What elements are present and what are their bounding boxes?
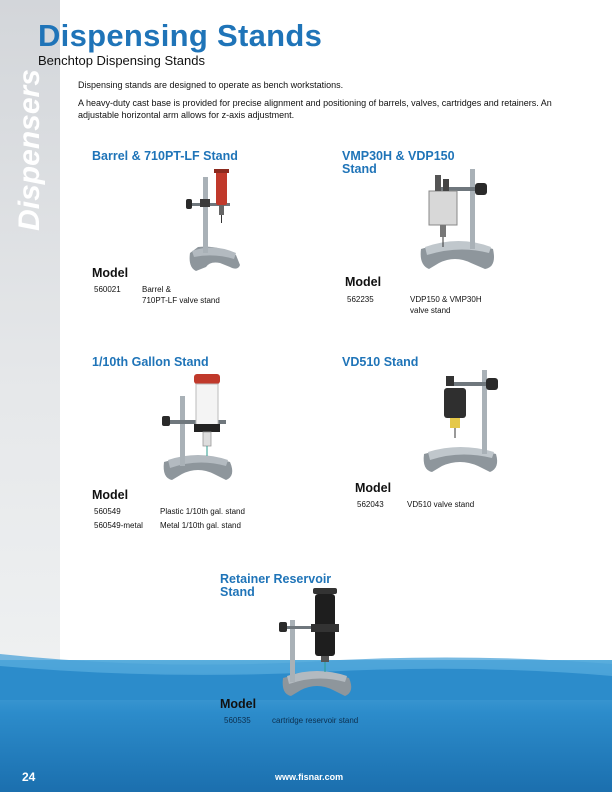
page-subtitle: Benchtop Dispensing Stands [38,53,205,68]
sidebar-label: Dispensers [13,69,46,231]
model-heading-vmp30h-stand: Model [345,275,382,289]
model-number: 562043 [357,500,384,509]
model-description: VD510 valve stand [407,500,475,509]
gallon-stand-image [158,372,238,484]
intro-text [78,79,558,127]
section-title-vd510-stand: VD510 Stand [342,355,419,369]
barrel-stand-image [178,167,248,275]
intro-paragraph-1: Dispensing stands are designed to operate as bench workstations. [78,80,344,90]
sidebar-band [0,0,60,660]
model-heading-barrel-stand: Model [92,266,129,280]
model-description: 710PT-LF valve stand [142,296,220,305]
model-description: cartridge reservoir stand [272,716,359,725]
model-description: Metal 1/10th gal. stand [160,521,241,530]
website-url[interactable]: www.fisnar.com [275,772,344,782]
page-title: Dispensing Stands [38,18,323,53]
section-title-barrel-stand: Barrel & 710PT-LF Stand [92,149,238,163]
model-number: 560535 [224,716,251,725]
section-title-line-2: Stand [220,585,255,599]
model-description: VDP150 & VMP30H [410,295,482,304]
model-number: 560549-metal [94,521,143,530]
vd510-stand-image [420,368,502,478]
section-title-line-2: Stand [342,162,377,176]
model-heading-vd510-stand: Model [355,481,392,495]
section-title-line-1: Retainer Reservoir [220,572,332,586]
model-description: Plastic 1/10th gal. stand [160,507,245,516]
section-title-line-1: VMP30H & VDP150 [342,149,455,163]
model-description: valve stand [410,306,451,315]
model-number: 560549 [94,507,121,516]
model-heading-gallon-stand: Model [92,488,129,502]
intro-paragraph-2: A heavy-duty cast base is provided for precise alignment and positioning of barrels, valves, cartridges and retainers. An adjustable horizontal arm allows for z-axis adjustment. [78,98,552,120]
retainer-stand-image [275,586,357,698]
vmp30h-stand-image [415,165,500,275]
section-title-gallon-stand: 1/10th Gallon Stand [92,355,209,369]
model-description: Barrel & [142,285,171,294]
model-heading-retainer-stand: Model [220,697,257,711]
model-number: 560021 [94,285,121,294]
model-number: 562235 [347,295,374,304]
page-number: 24 [22,770,36,784]
